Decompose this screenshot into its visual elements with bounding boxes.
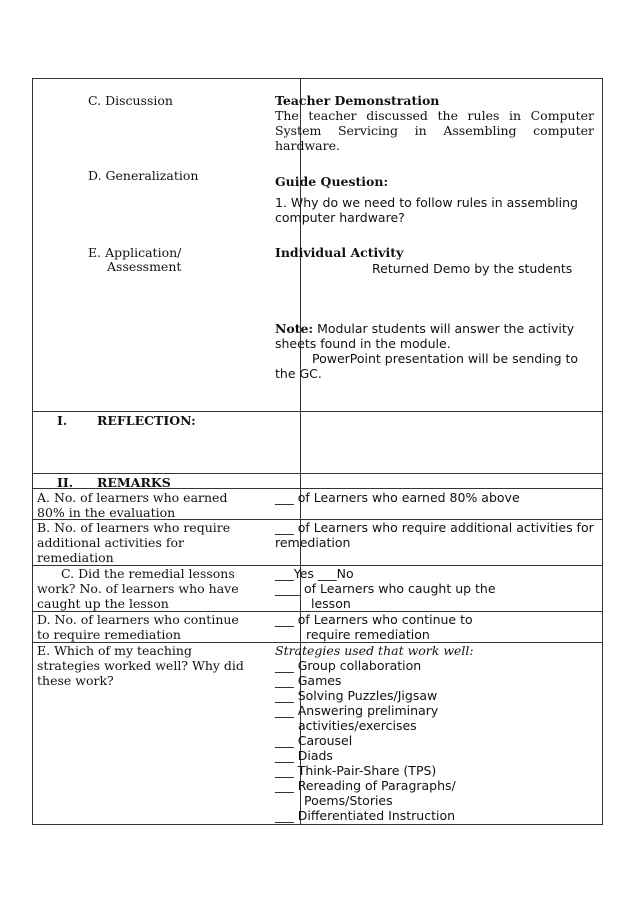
row-c-question: caught up the lesson [37, 596, 169, 611]
row-c-answer: ___Yes ___No [275, 566, 354, 581]
note-line [275, 321, 574, 336]
row-c-question: work? No. of learners who have [37, 581, 239, 596]
strategy-item: ___ Games [275, 673, 342, 688]
row-b-question: additional activities for [37, 535, 184, 550]
individual-activity-heading: Individual Activity [275, 245, 404, 260]
row-b-question: B. No. of learners who require [37, 520, 231, 535]
remarks-num: II. [57, 475, 74, 490]
row-divider [33, 411, 602, 412]
strategy-item: activities/exercises [298, 718, 417, 733]
row-e-question: these work? [37, 673, 114, 688]
row-d-answer: require remediation [306, 627, 430, 642]
remarks-label: REMARKS [97, 475, 171, 490]
application-label: Assessment [107, 259, 182, 274]
strategy-item: ___ Answering preliminary [275, 703, 439, 718]
row-b-question: remediation [37, 550, 114, 565]
strategy-item: ___ Diads [275, 748, 333, 763]
row-b-answer: remediation [275, 535, 351, 550]
strategies-heading: Strategies used that work well: [275, 643, 474, 658]
guide-question-line: 1. Why do we need to follow rules in assembling [275, 195, 578, 210]
guide-question-heading: Guide Question: [275, 174, 389, 189]
strategy-item: ___ Solving Puzzles/Jigsaw [275, 688, 438, 703]
row-divider [33, 473, 602, 474]
row-c-answer: lesson [311, 596, 351, 611]
row-b-answer: ___ of Learners who require additional activities for [275, 520, 594, 535]
row-d-question: to require remediation [37, 627, 181, 642]
generalization-label: D. Generalization [88, 168, 199, 183]
strategy-item: ___ Think-Pair-Share (TPS) [275, 763, 437, 778]
note-text: Modular students will answer the activity [317, 321, 575, 336]
row-e-question: E. Which of my teaching [37, 643, 192, 658]
note-line: sheets found in the module. [275, 336, 451, 351]
strategy-item: ___ Carousel [275, 733, 353, 748]
reflection-num: I. [57, 413, 68, 428]
note-line: PowerPoint presentation will be sending to [312, 351, 579, 366]
row-a-question: A. No. of learners who earned [37, 490, 228, 505]
discussion-text: The teacher discussed the rules in Computer System Servicing in Assembling computer hardware. [275, 108, 594, 153]
row-d-answer: ___ of Learners who continue to [275, 612, 473, 627]
strategy-item: ___ Group collaboration [275, 658, 422, 673]
row-a-answer: ___ of Learners who earned 80% above [275, 490, 520, 505]
note-line: the GC. [275, 366, 322, 381]
row-a-question: 80% in the evaluation [37, 505, 176, 520]
row-c-question: C. Did the remedial lessons [61, 566, 235, 581]
row-c-answer: ____ of Learners who caught up the [275, 581, 496, 596]
row-e-question: strategies worked well? Why did [37, 658, 244, 673]
note-label: Note: [275, 321, 314, 336]
strategy-item: Poems/Stories [304, 793, 393, 808]
guide-question-line: computer hardware? [275, 210, 405, 225]
individual-activity-text: Returned Demo by the students [372, 261, 573, 276]
discussion-label: C. Discussion [88, 93, 173, 108]
reflection-label: REFLECTION: [97, 413, 196, 428]
strategy-item: ___ Differentiated Instruction [275, 808, 456, 823]
discussion-heading: Teacher Demonstration [275, 93, 440, 108]
application-label: E. Application/ [88, 245, 182, 260]
strategy-item: ___ Rereading of Paragraphs/ [275, 778, 456, 793]
row-d-question: D. No. of learners who continue [37, 612, 239, 627]
